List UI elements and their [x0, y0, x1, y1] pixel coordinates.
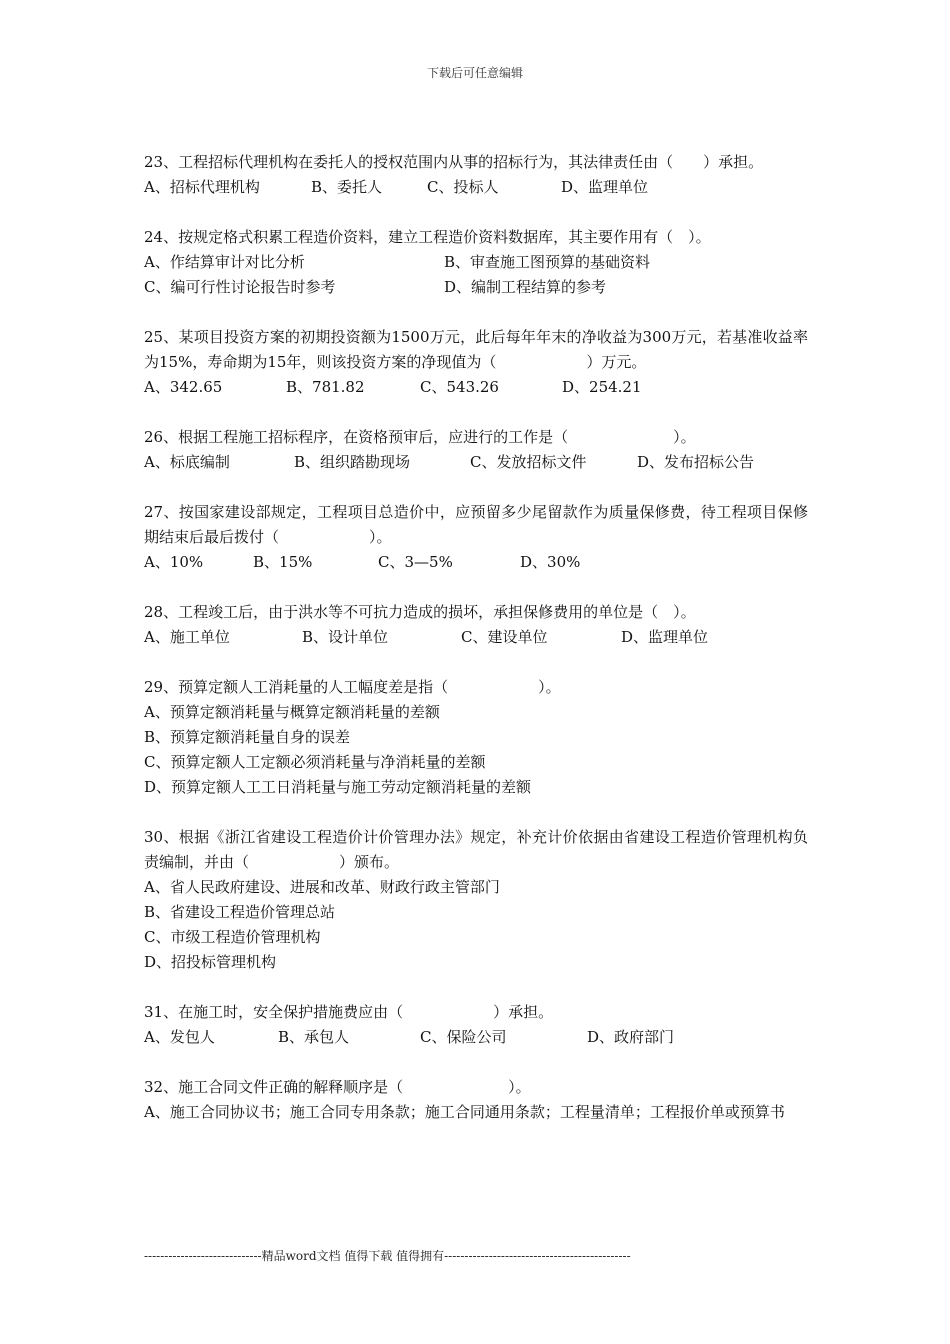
question-stem: 27、按国家建设部规定，工程项目总造价中，应预留多少尾留款作为质量保修费，待工程项目保修期结束后最后拨付（ ）。 — [144, 503, 808, 546]
option-a: A、省人民政府建设、进展和改革、财政行政主管部门 — [144, 878, 500, 896]
option-c: C、投标人 — [427, 178, 499, 196]
question-32 — [144, 1075, 808, 1125]
question-27 — [144, 500, 808, 575]
question-list — [144, 150, 808, 1150]
question-stem: 29、预算定额人工消耗量的人工幅度差是指（ ）。 — [144, 678, 561, 696]
question-26 — [144, 425, 808, 475]
option-d: D、254.21 — [562, 378, 642, 396]
question-stem: 30、根据《浙江省建设工程造价计价管理办法》规定，补充计价依据由省建设工程造价管理机构负责编制，并由（ ）颁布。 — [144, 828, 808, 871]
option-b: B、组织踏勘现场 — [294, 453, 411, 471]
option-row — [144, 375, 808, 400]
option-d: D、30% — [520, 553, 581, 571]
question-25 — [144, 325, 808, 400]
option-c: C、发放招标文件 — [470, 453, 587, 471]
option-d: D、政府部门 — [587, 1028, 675, 1046]
option-a: A、342.65 — [144, 378, 223, 396]
question-30 — [144, 825, 808, 975]
option-b: B、781.82 — [286, 378, 365, 396]
option-b: B、承包人 — [278, 1028, 350, 1046]
option-c: C、预算定额人工定额必须消耗量与净消耗量的差额 — [144, 753, 486, 771]
option-b: B、预算定额消耗量自身的误差 — [144, 728, 351, 746]
option-row — [144, 1025, 808, 1050]
option-b: B、设计单位 — [302, 628, 389, 646]
option-d: D、编制工程结算的参考 — [444, 278, 607, 296]
option-d: D、招投标管理机构 — [144, 953, 277, 971]
question-stem: 31、在施工时，安全保护措施费应由（ ）承担。 — [144, 1003, 554, 1021]
option-a: A、施工单位 — [144, 628, 230, 646]
option-row — [144, 450, 808, 475]
question-stem: 24、按规定格式积累工程造价资料，建立工程造价资料数据库，其主要作用有（ ）。 — [144, 228, 711, 246]
question-24 — [144, 225, 808, 300]
page-footer: -----------------------------精品word文档 值得下载 值得拥有---------------------------------------------- — [144, 1249, 631, 1263]
question-23 — [144, 150, 808, 200]
question-stem: 23、工程招标代理机构在委托人的授权范围内从事的招标行为，其法律责任由（ ）承担。 — [144, 153, 764, 171]
option-d: D、预算定额人工工日消耗量与施工劳动定额消耗量的差额 — [144, 778, 532, 796]
question-stem: 25、某项目投资方案的初期投资额为1500万元，此后每年年末的净收益为300万元，若基准收益率为15%，寿命期为15年，则该投资方案的净现值为（ ）万元。 — [144, 328, 808, 371]
question-29 — [144, 675, 808, 800]
option-c: C、保险公司 — [420, 1028, 507, 1046]
option-d: D、监理单位 — [621, 628, 709, 646]
option-d: D、发布招标公告 — [637, 453, 755, 471]
option-a: A、发包人 — [144, 1028, 215, 1046]
option-a: A、施工合同协议书；施工合同专用条款；施工合同通用条款；工程量清单；工程报价单或预算书 — [144, 1103, 785, 1121]
option-c: C、3—5% — [378, 553, 453, 571]
question-stem: 28、工程竣工后，由于洪水等不可抗力造成的损坏，承担保修费用的单位是（ ）。 — [144, 603, 696, 621]
option-c: C、建设单位 — [461, 628, 548, 646]
option-row — [144, 625, 808, 650]
option-a: A、作结算审计对比分析 — [144, 253, 305, 271]
option-c: C、市级工程造价管理机构 — [144, 928, 321, 946]
option-row — [144, 175, 808, 200]
option-row — [144, 550, 808, 575]
option-d: D、监理单位 — [561, 178, 649, 196]
question-stem: 32、施工合同文件正确的解释顺序是（ ）。 — [144, 1078, 531, 1096]
question-31 — [144, 1000, 808, 1050]
option-c: C、编可行性讨论报告时参考 — [144, 278, 336, 296]
option-b: B、15% — [253, 553, 313, 571]
option-b: B、省建设工程造价管理总站 — [144, 903, 336, 921]
option-row — [144, 275, 808, 300]
option-row — [144, 250, 808, 275]
page-header: 下载后可任意编辑 — [426, 66, 523, 80]
option-b: B、委托人 — [311, 178, 383, 196]
option-a: A、标底编制 — [144, 453, 230, 471]
question-stem: 26、根据工程施工招标程序，在资格预审后，应进行的工作是（ ）。 — [144, 428, 696, 446]
option-b: B、审查施工图预算的基础资料 — [444, 253, 651, 271]
question-28 — [144, 600, 808, 650]
option-a: A、招标代理机构 — [144, 178, 260, 196]
option-a: A、预算定额消耗量与概算定额消耗量的差额 — [144, 703, 440, 721]
option-c: C、543.26 — [420, 378, 499, 396]
option-a: A、10% — [144, 553, 204, 571]
